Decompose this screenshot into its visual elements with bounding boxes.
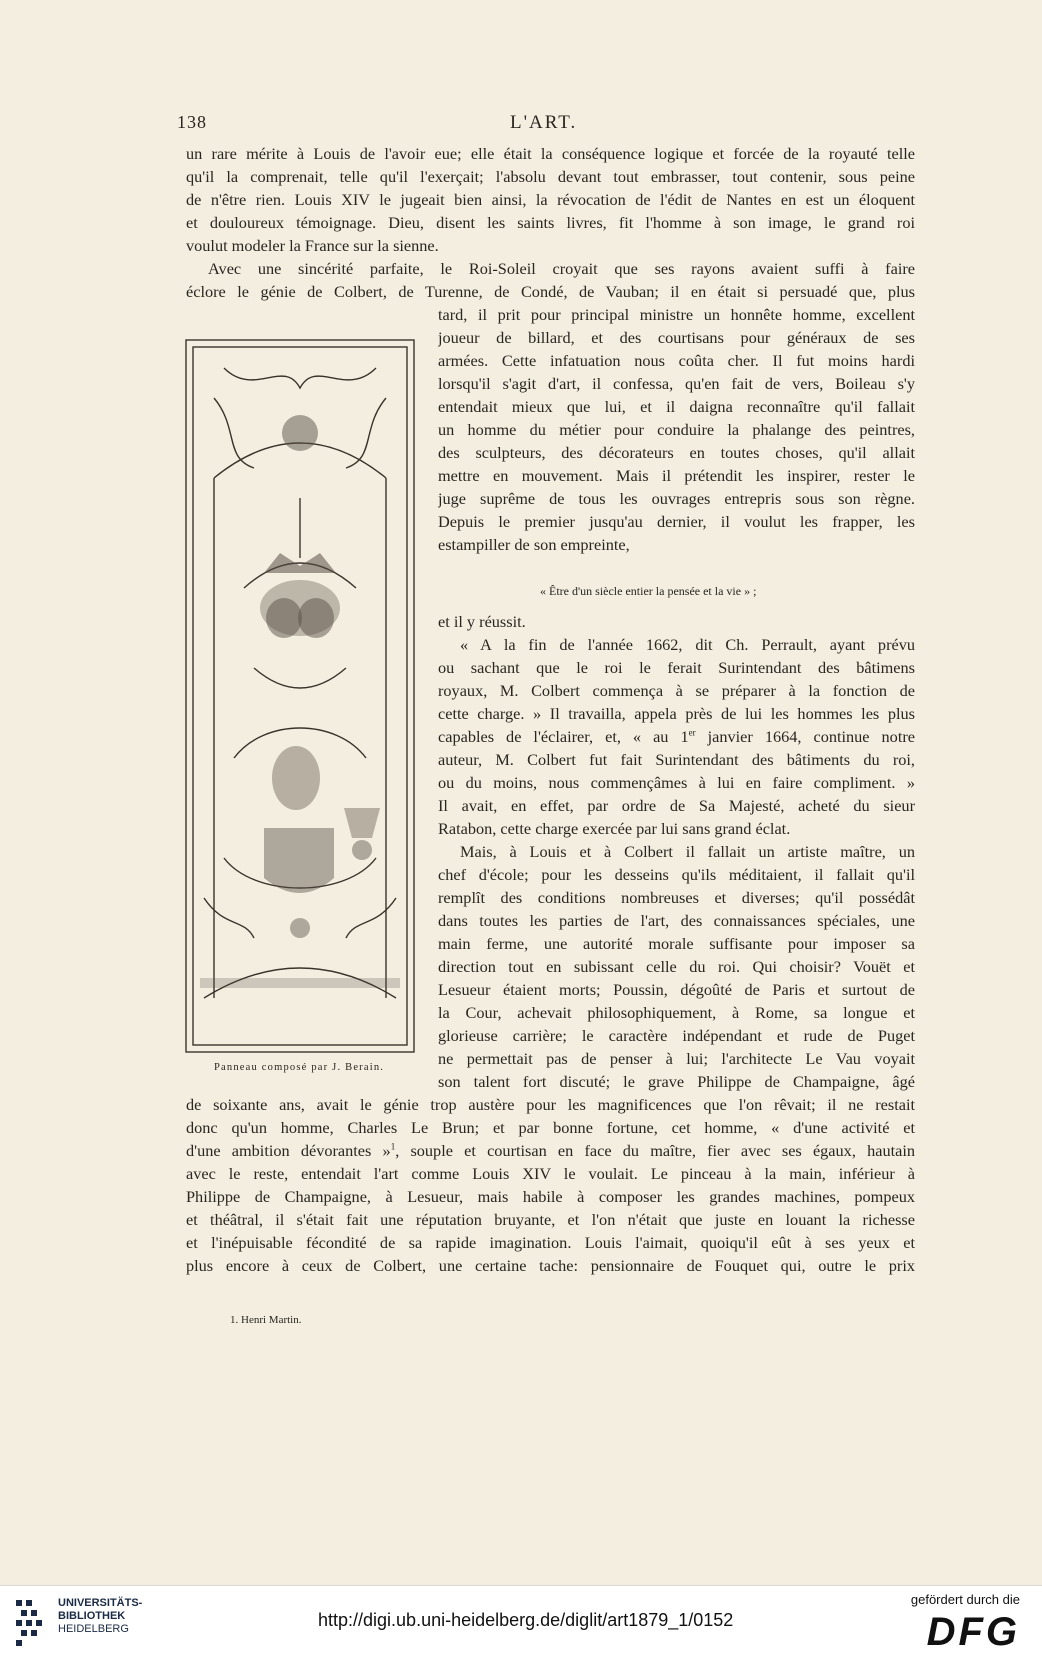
- text-line: son talent fort discuté; le grave Philippe de Champaigne, âgé: [438, 1072, 915, 1091]
- text-line: [438, 725, 915, 749]
- text-fragment: janvier 1664, continue notre: [695, 727, 915, 746]
- permalink-url[interactable]: http://digi.ub.uni-heidelberg.de/diglit/art1879_1/0152: [318, 1610, 734, 1630]
- text-line: un homme du métier pour conduire la phalange des peintres,: [438, 420, 915, 439]
- figure-caption: Panneau composé par J. Berain.: [214, 1062, 385, 1073]
- text-line: Ratabon, cette charge exercée par lui sans grand éclat.: [438, 819, 791, 838]
- text-line: qu'il la comprenait, telle qu'il l'exerçait; l'absolu devant tout embrasser, tout contenir, sous peine: [186, 167, 915, 186]
- text-line: ou du moins, nous commençâmes à lui en faire compliment. »: [438, 773, 915, 792]
- text-line: avec le reste, entendait l'art comme Louis XIV le voulait. Le pinceau à la main, inférieur à: [186, 1164, 915, 1183]
- verse-quote: « Être d'un siècle entier la pensée et la vie » ;: [540, 584, 757, 598]
- library-name: [58, 1597, 142, 1636]
- text-line: remplît des conditions nombreuses et diverses; qu'il possédât: [438, 888, 915, 907]
- text-line: cette charge. » Il travailla, appela près de lui les hommes les plus: [438, 704, 915, 723]
- library-name-line: BIBLIOTHEK: [58, 1610, 126, 1622]
- library-name-line: HEIDELBERG: [58, 1623, 129, 1635]
- text-line: mettre en mouvement. Mais il prétendit les inspirer, rester le: [438, 466, 915, 485]
- text-line: chef d'école; pour les desseins qu'ils méditaient, il fallait qu'il: [438, 865, 915, 884]
- text-line: tard, il prit pour principal ministre un honnête homme, excellent: [438, 305, 915, 324]
- text-line: armées. Cette infatuation nous coûta cher. Il fut moins hardi: [438, 351, 915, 370]
- text-line: des sculpteurs, des décorateurs en toutes choses, qu'il allait: [438, 443, 915, 462]
- running-title: L'ART.: [510, 112, 578, 133]
- footnote: 1. Henri Martin.: [230, 1314, 302, 1326]
- text-line: éclore le génie de Colbert, de Turenne, de Condé, de Vauban; il en était si persuadé que, plus: [186, 282, 915, 301]
- ornamental-panel-engraving: [184, 338, 416, 1054]
- superscript: er: [688, 727, 696, 738]
- dfg-logo: DFG: [926, 1610, 1020, 1654]
- text-line: de n'être rien. Louis XIV le jugeait bien ainsi, la révocation de l'édit de Nantes en est un éloquent: [186, 190, 915, 209]
- footnote-marker: 1: [390, 1141, 396, 1152]
- text-line: Lesueur étaient morts; Poussin, dégoûté de Paris et surtout de: [438, 980, 915, 999]
- text-line: et l'inépuisable fécondité de sa rapide imagination. Louis l'aimait, quoiqu'il eût à ses yeux et: [186, 1233, 915, 1252]
- text-line: royaux, M. Colbert commença à se préparer à la fonction de: [438, 681, 915, 700]
- text-fragment: , souple et courtisan en face du maître, fier avec ses égaux, hautain: [395, 1141, 915, 1160]
- text-line: « A la fin de l'année 1662, dit Ch. Perrault, ayant prévu: [460, 635, 915, 654]
- text-line: juge suprême de tous les ouvrages entrepris sous son règne.: [438, 489, 915, 508]
- text-line: direction tout en subissant celle du roi. Qui choisir? Vouët et: [438, 957, 915, 976]
- text-line: Il avait, en effet, par ordre de Sa Majesté, acheté du sieur: [438, 796, 915, 815]
- text-line: voulut modeler la France sur la sienne.: [186, 236, 439, 255]
- text-line: joueur de billard, et des courtisans pour généraux de ses: [438, 328, 915, 347]
- library-name-line: UNIVERSITÄTS-: [58, 1597, 143, 1609]
- text-line: Philippe de Champaigne, à Lesueur, mais habile à composer les grandes machines, pompeux: [186, 1187, 915, 1206]
- text-line: plus encore à ceux de Colbert, une certaine tache: pensionnaire de Fouquet qui, outre le prix: [186, 1256, 915, 1275]
- text-line: main ferme, une autorité morale suffisante pour imposer sa: [438, 934, 915, 953]
- page-number: 138: [177, 112, 207, 132]
- text-fragment: d'une ambition dévorantes »: [186, 1141, 391, 1160]
- text-line: [186, 1139, 915, 1163]
- text-line: Mais, à Louis et à Colbert il fallait un artiste maître, un: [460, 842, 915, 861]
- text-line: dans toutes les parties de l'art, des connaissances spéciales, une: [438, 911, 915, 930]
- text-line: de soixante ans, avait le génie trop austère pour les magnificences que l'on rêvait; il ne restait: [186, 1095, 915, 1114]
- text-line: et il y réussit.: [438, 612, 526, 631]
- text-line: la Cour, achevait philosophiquement, à Rome, sa longue et: [438, 1003, 915, 1022]
- text-line: auteur, M. Colbert fut fait Surintendant des bâtiments du roi,: [438, 750, 915, 769]
- text-fragment: capables de l'éclairer, et, « au 1: [438, 727, 689, 746]
- university-library-logo-icon: [12, 1594, 56, 1650]
- text-line: donc qu'un homme, Charles Le Brun; et par bonne fortune, cet homme, « d'une activité et: [186, 1118, 915, 1137]
- digitization-footer: [0, 1585, 1042, 1661]
- text-line: un rare mérite à Louis de l'avoir eue; elle était la conséquence logique et forcée de la royauté telle: [186, 144, 915, 163]
- text-line: Avec une sincérité parfaite, le Roi-Soleil croyait que ses rayons avaient suffi à faire: [208, 259, 915, 278]
- text-line: glorieuse carrière; le caractère indépendant et rude de Puget: [438, 1026, 915, 1045]
- text-line: entendait mieux que lui, et il daigna reconnaître qu'il fallait: [438, 397, 915, 416]
- text-line: estampiller de son empreinte,: [438, 535, 630, 554]
- text-line: lorsqu'il s'agit d'art, il confessa, qu'en fait de vers, Boileau s'y: [438, 374, 915, 393]
- funded-by-label: gefördert durch die: [910, 1592, 1020, 1607]
- text-line: ou sachant que le roi le ferait Surintendant des bâtimens: [438, 658, 915, 677]
- text-line: Depuis le premier jusqu'au dernier, il voulut les frapper, les: [438, 512, 915, 531]
- text-line: et théâtral, il s'était fait une réputation bruyante, et l'on n'était que juste en louant la richesse: [186, 1210, 915, 1229]
- text-line: ne permettait pas de penser à lui; l'architecte Le Vau voyait: [438, 1049, 915, 1068]
- text-line: et douloureux témoignage. Dieu, disent les saints livres, fit l'homme à son image, le grand roi: [186, 213, 915, 232]
